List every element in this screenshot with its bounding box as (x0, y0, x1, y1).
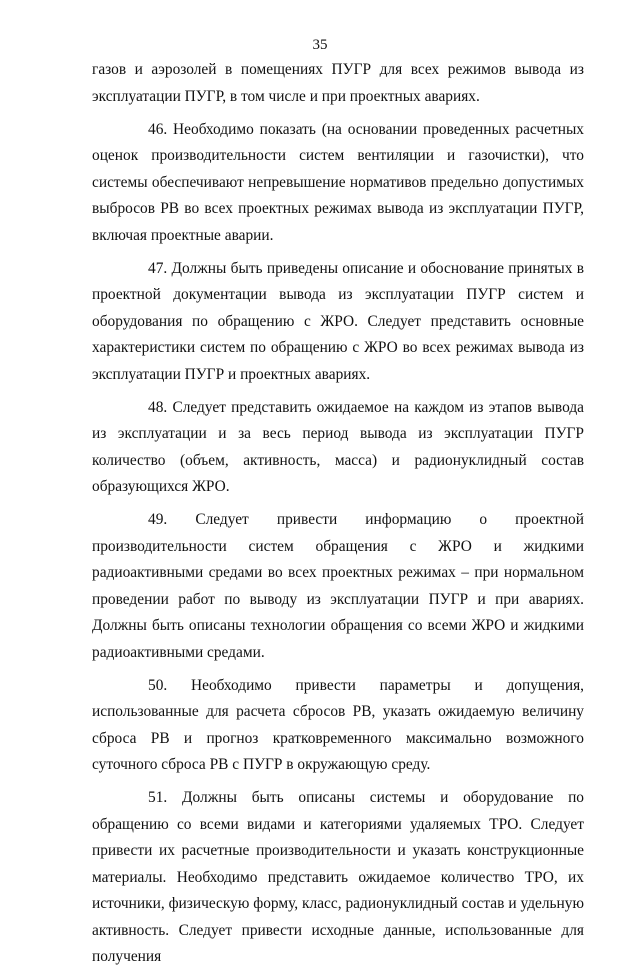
paragraph-49: 49. Следует привести информацию о проектной производительности систем обращения с ЖРО и жидкими радиоактивными средами во всех проектных режимах – при нормальном проведении работ по выводу из эксплуатации ПУГР и при авариях. Должны быть описаны технологии обращения со всеми ЖРО и жидкими радиоактивными средами. (92, 511, 584, 661)
paragraph-46: 46. Необходимо показать (на основании проведенных расчетных оценок производительности систем вентиляции и газочистки), что системы обеспечивают непревышение нормативов предельно допустимых выбросов РВ во всех проектных режимах вывода из эксплуатации ПУГР, включая проектные аварии. (92, 120, 584, 244)
document-body (92, 57, 584, 977)
paragraph-continued: газов и аэрозолей в помещениях ПУГР для всех режимов вывода из эксплуатации ПУГР, в том числе и при проектных авариях. (92, 61, 584, 105)
paragraph-50: 50. Необходимо привести параметры и допущения, использованные для расчета сбросов РВ, указать ожидаемую величину сброса РВ и прогноз кратковременного максимально возможного суточного сброса РВ с ПУГР в окружающую среду. (92, 676, 584, 773)
paragraph-48: 48. Следует представить ожидаемое на каждом из этапов вывода из эксплуатации и за весь период вывода из эксплуатации ПУГР количество (объем, активность, масса) и радионуклидный состав образующихся ЖРО. (92, 398, 584, 495)
page-number: 35 (312, 37, 328, 53)
paragraph-51: 51. Должны быть описаны системы и оборудование по обращению со всеми видами и категориями удаляемых ТРО. Следует привести их расчетные производительности и указать конструкционные материалы. Необходимо представить ожидаемое количество ТРО, их источники, физическую форму, класс, радионуклидный состав и удельную активность. Следует привести исходные данные, использованные для получения (92, 789, 584, 965)
paragraph-47: 47. Должны быть приведены описание и обоснование принятых в проектной документации вывода из эксплуатации ПУГР систем и оборудования по обращению с ЖРО. Следует представить основные характеристики систем по обращению с ЖРО во всех режимах вывода из эксплуатации ПУГР и проектных авариях. (92, 259, 584, 383)
